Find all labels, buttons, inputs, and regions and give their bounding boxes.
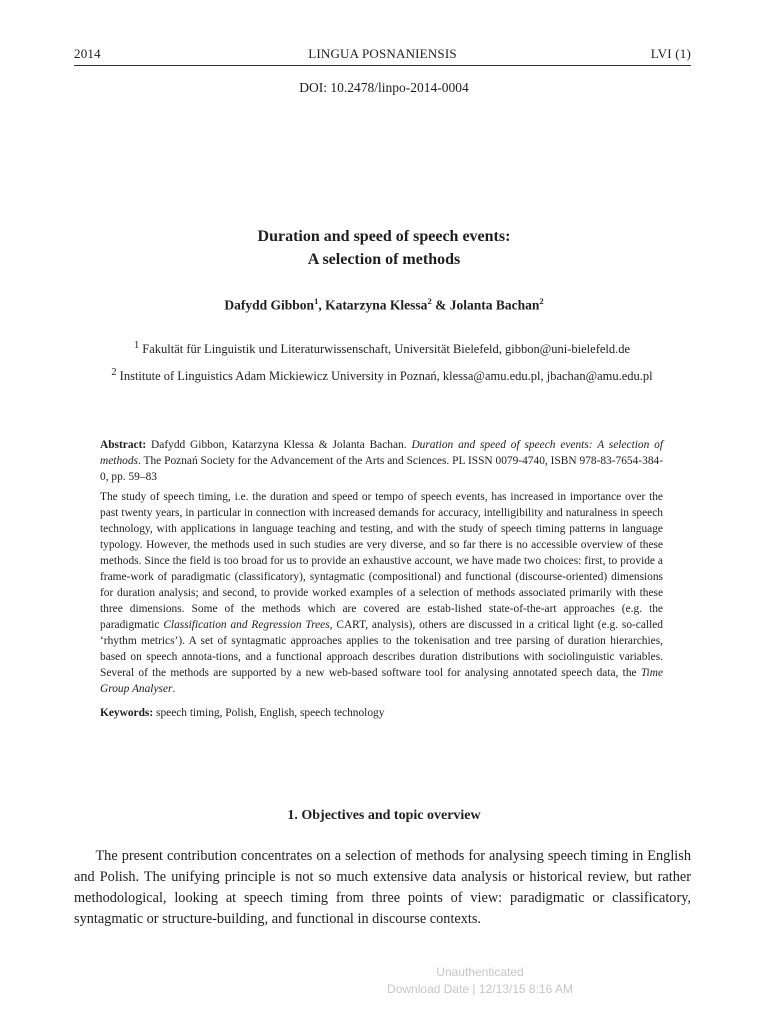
- watermark-line-2: Download Date | 12/13/15 8:16 AM: [387, 982, 573, 996]
- keywords: [100, 705, 663, 721]
- abstract-term: Time Group Analyser: [100, 667, 663, 695]
- abstract-label: Abstract:: [100, 439, 147, 451]
- header-rule: [74, 65, 691, 66]
- author-separator: &: [431, 297, 450, 313]
- author-list: [0, 296, 768, 314]
- affiliation-2: [80, 364, 684, 385]
- header-volume: LVI (1): [650, 46, 691, 61]
- citation-title: Duration and speed of speech events: A selection of methods: [100, 439, 663, 467]
- watermark-line-1: Unauthenticated: [436, 965, 524, 979]
- intro-paragraph: [74, 846, 691, 930]
- abstract-body: [100, 489, 663, 697]
- header-year: 2014: [74, 46, 101, 61]
- paper-title: [0, 225, 768, 271]
- section-heading: 1. Objectives and topic overview: [287, 808, 481, 823]
- author-name: Jolanta Bachan: [449, 297, 540, 313]
- affiliation-1: [80, 337, 684, 358]
- author-affil-mark: 1: [314, 296, 319, 306]
- affiliation-text: Institute of Linguistics Adam Mickiewicz University in Poznań, klessa@amu.edu.pl, jbachan@amu.edu.pl: [119, 369, 653, 384]
- title-line-1: Duration and speed of speech events:: [257, 228, 511, 245]
- abstract-term: Classification and Regression Trees: [163, 619, 330, 631]
- download-watermark: [300, 964, 660, 998]
- author-separator: ,: [318, 297, 326, 313]
- affiliation-text: Fakultät für Linguistik und Literaturwissenschaft, Universität Bielefeld, gibbon@uni-bielefeld.de: [142, 342, 631, 357]
- abstract-text: The study of speech timing, i.e. the duration and speed or tempo of speech events, has increased in importance over the past twenty years, in particular in connection with increased demands for accuracy, intelligibility and naturalness in speech technology, with applications in language teaching and testing, and with the study of speech timing patterns in language typology. However, the methods used in such studies are very diverse, and so far there is no accessible overview of these methods. Since the field is too broad for us to provide an exhaustive account, we have made two choices: first, to provide a frame-work of paradigmatic (classificatory), syntagmatic (compositional) and functional (discourse-oriented) dimensions for duration analysis; and second, to provide worked examples of a selection of methods associated primarily with these three dimensions. Some of the methods which are covered are estab-lished state-of-the-art approaches (e.g. the paradigmatic: [100, 491, 663, 631]
- intro-text: The present contribution concentrates on a selection of methods for analysing speech timing in English and Polish. The unifying principle is not so much extensive data analysis or historical review, but rather methodological, looking at speech timing from three points of view: paradigmatic or classificatory, syntagmatic or structure-building, and functional in discourse contexts.: [74, 848, 691, 927]
- abstract-text: , CART, analysis), others are discussed in a critical light (e.g. so-called ‘rhythm metrics’). A set of syntagmatic approaches applies to the tokenisation and tree parsing of duration hierarchies, based on speech annota-tions, and a functional approach describes duration distributions with sociolinguistic variables. Several of the methods are supported by a new web-based software tool for analysing annotated speech data, the: [100, 619, 663, 679]
- citation-details: . The Poznań Society for the Advancement of the Arts and Sciences. PL ISSN 0079-4740, ISBN 978-83-7654-384-0, pp. 59–83: [100, 455, 663, 483]
- affiliation-mark: 2: [111, 367, 117, 378]
- keywords-list: speech timing, Polish, English, speech technology: [156, 707, 385, 719]
- abstract-citation: [100, 437, 663, 485]
- author-affil-mark: 2: [427, 296, 432, 306]
- citation-authors: Dafydd Gibbon, Katarzyna Klessa & Jolanta Bachan.: [151, 439, 407, 451]
- author-name: Katarzyna Klessa: [325, 297, 428, 313]
- author-name: Dafydd Gibbon: [224, 297, 315, 313]
- abstract: [100, 437, 663, 721]
- author-affil-mark: 2: [539, 296, 544, 306]
- keywords-label: Keywords:: [100, 707, 154, 719]
- affiliation-mark: 1: [133, 340, 140, 351]
- title-line-2: A selection of methods: [307, 251, 461, 268]
- abstract-text: .: [172, 683, 176, 695]
- header-journal: LINGUA POSNANIENSIS: [308, 46, 457, 61]
- doi[interactable]: DOI: 10.2478/linpo-2014-0004: [299, 80, 469, 95]
